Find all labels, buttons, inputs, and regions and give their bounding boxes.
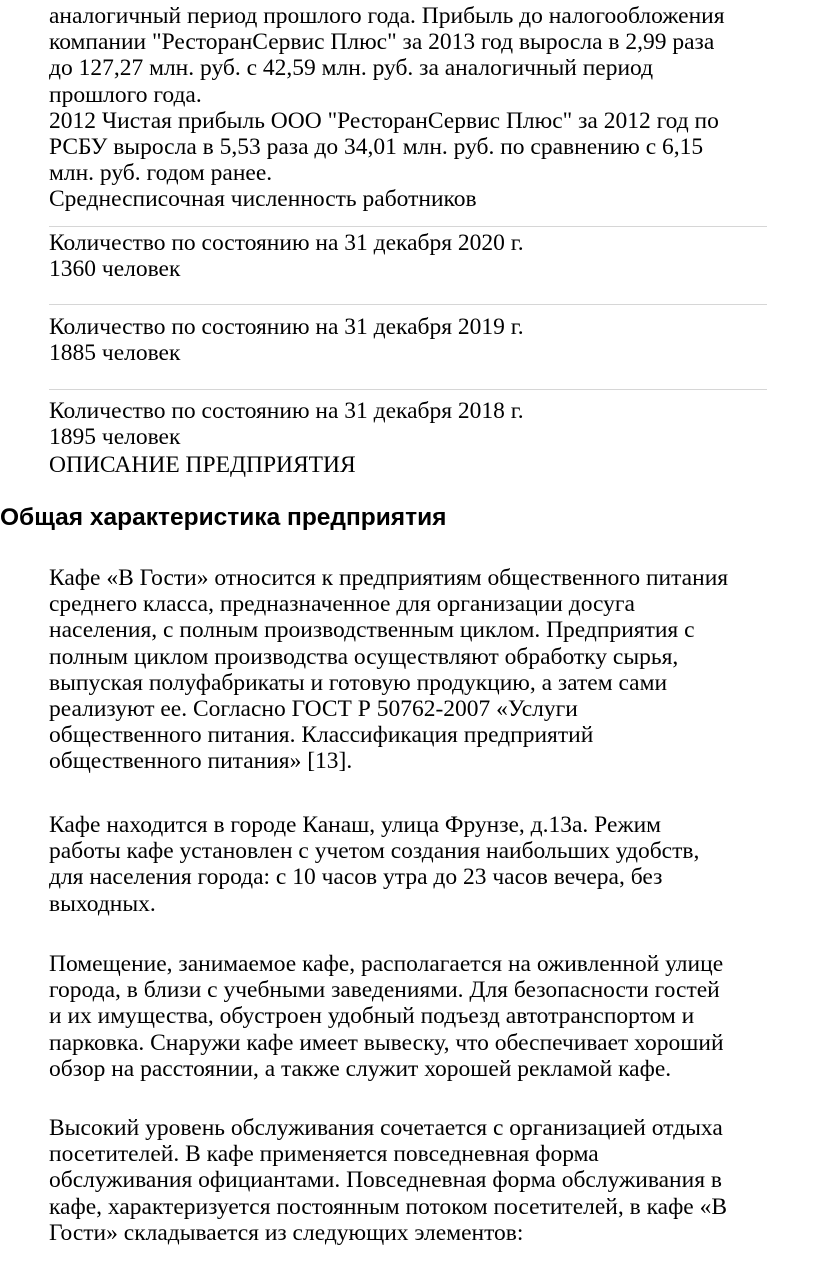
headcount-entry [49, 398, 789, 450]
text-line: общественного питания. Классификация предприятий [49, 722, 594, 749]
text-line: до 127,27 млн. руб. с 42,59 млн. руб. за аналогичный период [49, 55, 654, 82]
text-line: прошлого года. [49, 81, 202, 108]
headcount-entry [49, 314, 789, 366]
text-line: города, в близи с учебными заведениями. Для безопасности гостей [49, 977, 720, 1004]
headcount-value: 1895 человек [49, 424, 181, 451]
paragraph [49, 1115, 789, 1246]
text-line: компании "РесторанСервис Плюс" за 2013 год выросла в 2,99 раза [49, 29, 715, 56]
text-line: населения, с полным производственным циклом. Предприятия с [49, 617, 695, 644]
text-line: аналогичный период прошлого года. Прибыль до налогообложения [49, 3, 725, 29]
headcount-label: Количество по состоянию на 31 декабря 2018 г. [49, 398, 524, 424]
text-line: Гости» складывается из следующих элементов: [49, 1219, 524, 1246]
text-line: посетителей. В кафе применяется повседневная форма [49, 1141, 599, 1168]
intro-text [49, 3, 789, 213]
paragraph [49, 951, 789, 1082]
divider [49, 226, 767, 227]
text-line: парковка. Снаружи кафе имеет вывеску, что обеспечивает хороший [49, 1029, 724, 1056]
text-line: млн. руб. годом ранее. [49, 160, 273, 187]
headcount-value: 1885 человек [49, 340, 181, 367]
text-line: общественного питания» [13]. [49, 748, 353, 775]
section-heading: Общая характеристика предприятия [0, 504, 447, 531]
headcount-entry [49, 230, 789, 282]
headcount-label: Количество по состоянию на 31 декабря 2019 г. [49, 314, 524, 340]
text-line: полным циклом производства осуществляют обработку сырья, [49, 643, 679, 670]
text-line: выходных. [49, 890, 156, 917]
text-line: выпуская полуфабрикаты и готовую продукцию, а затем сами [49, 669, 668, 696]
headcount-value: 1360 человек [49, 256, 181, 283]
text-line: РСБУ выросла в 5,53 раза до 34,01 млн. руб. по сравнению с 6,15 [49, 134, 704, 161]
description-label: ОПИСАНИЕ ПРЕДПРИЯТИЯ [49, 452, 356, 478]
text-line: Кафе «В Гости» относится к предприятиям общественного питания [49, 565, 729, 591]
headcount-title: Среднесписочная численность работников [49, 186, 477, 213]
text-line: Кафе находится в городе Канаш, улица Фрунзе, д.13а. Режим [49, 812, 662, 838]
headcount-label: Количество по состоянию на 31 декабря 2020 г. [49, 230, 524, 256]
text-line: реализуют ее. Согласно ГОСТ Р 50762-2007 «Услуги [49, 696, 578, 723]
text-line: Высокий уровень обслуживания сочетается с организацией отдыха [49, 1115, 723, 1141]
text-line: и их имущества, обустроен удобный подъезд автотранспортом и [49, 1003, 695, 1030]
divider [49, 389, 767, 390]
text-line: обзор на расстоянии, а также служит хорошей рекламой кафе. [49, 1055, 672, 1082]
text-line: кафе, характеризуется постоянным потоком посетителей, в кафе «В [49, 1193, 728, 1220]
text-line: для населения города: с 10 часов утра до 23 часов вечера, без [49, 864, 663, 891]
divider [49, 304, 767, 305]
text-line: обслуживания официантами. Повседневная форма обслуживания в [49, 1167, 722, 1194]
text-line: работы кафе установлен с учетом создания наибольших удобств, [49, 838, 700, 865]
text-line: Помещение, занимаемое кафе, располагается на оживленной улице [49, 951, 724, 977]
text-line: 2012 Чистая прибыль ООО "РесторанСервис Плюс" за 2012 год по [49, 107, 719, 134]
paragraph [49, 812, 789, 917]
text-line: среднего класса, предназначенное для организации досуга [49, 591, 635, 618]
paragraph [49, 565, 789, 775]
